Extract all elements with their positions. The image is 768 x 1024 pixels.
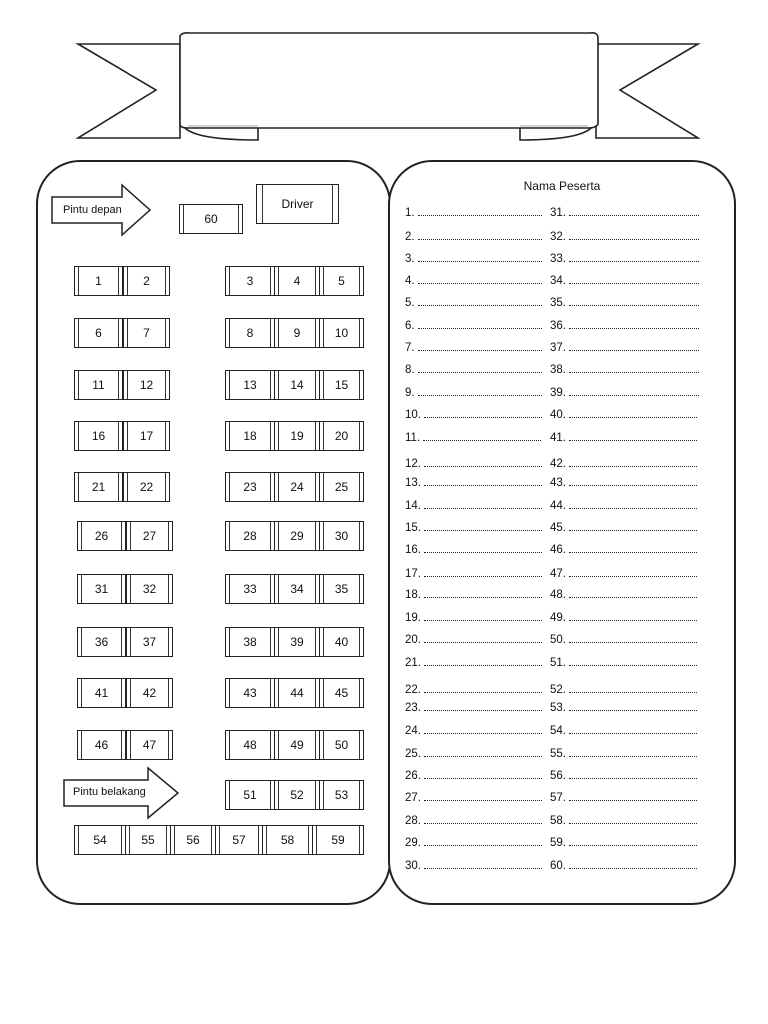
participant-name-blank[interactable] [418,341,542,351]
participant-entry-51[interactable] [550,656,697,669]
participant-entry-19[interactable] [405,611,542,624]
seat-13: 13 [225,370,275,400]
participant-number: 47. [550,568,566,580]
participant-entry-16[interactable] [405,543,542,556]
participant-name-blank[interactable] [569,363,699,373]
seat-32: 32 [126,574,173,604]
participant-name-blank[interactable] [424,588,542,598]
participant-number: 36. [550,320,566,332]
participant-number: 4. [405,275,415,287]
participant-number: 46. [550,544,566,556]
participant-number: 7. [405,342,415,354]
participant-entry-25[interactable] [405,747,542,760]
seat-9: 9 [274,318,320,348]
participant-number: 44. [550,500,566,512]
participant-entry-30[interactable] [405,859,542,872]
participant-entry-53[interactable] [550,701,697,714]
participant-name-blank[interactable] [569,724,697,734]
participant-name-blank[interactable] [424,499,542,509]
participant-number: 31. [550,207,566,219]
participant-entry-39[interactable] [550,386,699,399]
participant-number: 39. [550,387,566,399]
seat-51: 51 [225,780,275,810]
seat-47: 47 [126,730,173,760]
participant-entry-27[interactable] [405,791,542,804]
seat-18: 18 [225,421,275,451]
participant-name-blank[interactable] [569,521,697,531]
participant-name-blank[interactable] [424,567,542,577]
participant-number: 33. [550,253,566,265]
seat-54: 54 [74,825,126,855]
seat-31: 31 [77,574,126,604]
participant-number: 17. [405,568,421,580]
participant-name-blank[interactable] [569,611,697,621]
participant-name-blank[interactable] [569,747,697,757]
participant-name-blank[interactable] [418,274,542,284]
participant-name-blank[interactable] [424,747,542,757]
seat-56: 56 [170,825,216,855]
participant-name-blank[interactable] [569,386,699,396]
participant-number: 9. [405,387,415,399]
participant-number: 48. [550,589,566,601]
participant-name-blank[interactable] [424,836,542,846]
seat-26: 26 [77,521,126,551]
participant-number: 26. [405,770,421,782]
participant-entry-11[interactable] [405,431,541,444]
seat-5: 5 [319,266,364,296]
participant-number: 40. [550,409,566,421]
participant-name-blank[interactable] [569,791,697,801]
participant-name-blank[interactable] [569,341,699,351]
seat-53: 53 [319,780,364,810]
seat-41: 41 [77,678,126,708]
participant-name-blank[interactable] [569,431,697,441]
participant-number: 49. [550,612,566,624]
participant-number: 57. [550,792,566,804]
participant-number: 60. [550,860,566,872]
participant-number: 52. [550,684,566,696]
seat-22: 22 [123,472,170,502]
participant-entry-24[interactable] [405,724,542,737]
seat-24: 24 [274,472,320,502]
seat-35: 35 [319,574,364,604]
seat-11: 11 [74,370,123,400]
participant-name-blank[interactable] [424,656,542,666]
participant-entry-15[interactable] [405,521,542,534]
seat-30: 30 [319,521,364,551]
title-ribbon-banner [0,0,768,150]
participant-name-blank[interactable] [569,476,697,486]
participant-number: 43. [550,477,566,489]
participant-entry-31[interactable] [550,206,699,219]
participant-entry-49[interactable] [550,611,697,624]
seat-48: 48 [225,730,275,760]
seat-17: 17 [123,421,170,451]
participant-entry-35[interactable] [550,296,699,309]
participant-entry-14[interactable] [405,499,542,512]
participant-entry-13[interactable] [405,476,542,489]
participant-entry-6[interactable] [405,319,542,332]
participant-name-blank[interactable] [569,567,697,577]
driver-seat [256,184,339,224]
participant-number: 14. [405,500,421,512]
seat-29: 29 [274,521,320,551]
seat-55: 55 [125,825,171,855]
participant-number: 13. [405,477,421,489]
participant-number: 51. [550,657,566,669]
participant-number: 38. [550,364,566,376]
participant-entry-48[interactable] [550,588,697,601]
participant-number: 22. [405,684,421,696]
participant-entry-1[interactable] [405,206,542,219]
participant-entry-4[interactable] [405,274,542,287]
participant-number: 37. [550,342,566,354]
participant-name-blank[interactable] [418,206,542,216]
participant-number: 8. [405,364,415,376]
participant-entry-20[interactable] [405,633,542,646]
participant-entry-9[interactable] [405,386,542,399]
participant-entry-52[interactable] [550,683,697,696]
participant-name-blank[interactable] [424,701,542,711]
participant-entry-50[interactable] [550,633,697,646]
participant-number: 55. [550,748,566,760]
participant-entry-34[interactable] [550,274,699,287]
participant-name-blank[interactable] [423,431,541,441]
participant-name-blank[interactable] [424,769,542,779]
participant-entry-17[interactable] [405,567,542,580]
seat-43: 43 [225,678,275,708]
participant-entry-21[interactable] [405,656,542,669]
participant-number: 18. [405,589,421,601]
seat-1: 1 [74,266,123,296]
participant-name-blank[interactable] [424,791,542,801]
participant-entry-32[interactable] [550,230,699,243]
participant-number: 42. [550,458,566,470]
ribbon-left-tail [78,44,180,138]
participant-entry-7[interactable] [405,341,542,354]
participant-name-blank[interactable] [569,769,697,779]
seat-34: 34 [274,574,320,604]
participant-name-blank[interactable] [569,701,697,711]
participant-entry-47[interactable] [550,567,697,580]
participant-name-blank[interactable] [569,408,697,418]
ribbon-main-band [180,33,598,128]
participant-name-blank[interactable] [424,476,542,486]
participant-name-blank[interactable] [569,206,699,216]
seat-4: 4 [274,266,320,296]
participant-entry-41[interactable] [550,431,697,444]
participant-number: 45. [550,522,566,534]
participant-number: 35. [550,297,566,309]
participant-number: 5. [405,297,415,309]
seat-23: 23 [225,472,275,502]
seat-40: 40 [319,627,364,657]
participant-entry-37[interactable] [550,341,699,354]
seat-16: 16 [74,421,123,451]
participant-name-blank[interactable] [424,724,542,734]
seat-52: 52 [274,780,320,810]
participant-entry-38[interactable] [550,363,699,376]
participant-name-blank[interactable] [569,296,699,306]
participant-entry-54[interactable] [550,724,697,737]
seat-10: 10 [319,318,364,348]
participant-entry-10[interactable] [405,408,542,421]
rear-door-label: Pintu belakang [73,786,146,798]
participant-name-blank[interactable] [569,814,697,824]
seat-37: 37 [126,627,173,657]
seat-21: 21 [74,472,123,502]
participant-entry-2[interactable] [405,230,542,243]
driver-label: Driver [281,197,314,211]
participant-entry-60[interactable] [550,859,697,872]
seat-6: 6 [74,318,123,348]
participant-number: 50. [550,634,566,646]
participant-name-blank[interactable] [418,252,542,262]
participant-name-blank[interactable] [569,543,697,553]
participant-entry-29[interactable] [405,836,542,849]
participant-number: 20. [405,634,421,646]
participant-number: 15. [405,522,421,534]
participant-entry-18[interactable] [405,588,542,601]
seat-2: 2 [123,266,170,296]
participant-entry-40[interactable] [550,408,697,421]
seat-25: 25 [319,472,364,502]
participant-entry-55[interactable] [550,747,697,760]
seat-59: 59 [312,825,364,855]
participant-entry-5[interactable] [405,296,542,309]
participant-entry-12[interactable] [405,457,542,470]
participant-number: 1. [405,207,415,219]
participant-name-blank[interactable] [569,319,699,329]
participant-number: 56. [550,770,566,782]
participant-entry-36[interactable] [550,319,699,332]
participant-entry-3[interactable] [405,252,542,265]
participant-name-blank[interactable] [569,836,697,846]
participant-entry-42[interactable] [550,457,697,470]
participant-entry-56[interactable] [550,769,697,782]
participant-number: 54. [550,725,566,737]
participant-entry-22[interactable] [405,683,542,696]
participant-name-blank[interactable] [569,499,697,509]
participant-name-blank[interactable] [424,611,542,621]
participant-name-blank[interactable] [569,859,697,869]
participant-number: 25. [405,748,421,760]
seat-60: 60 [179,204,243,234]
participant-name-blank[interactable] [418,363,542,373]
seat-3: 3 [225,266,275,296]
participant-name-blank[interactable] [418,296,542,306]
participant-number: 23. [405,702,421,714]
participant-number: 10. [405,409,421,421]
participant-number: 30. [405,860,421,872]
participant-entry-45[interactable] [550,521,697,534]
front-door-label: Pintu depan [63,204,122,216]
participant-number: 24. [405,725,421,737]
participant-number: 21. [405,657,421,669]
participant-name-blank[interactable] [569,252,699,262]
ribbon-right-tail [596,44,698,138]
participant-number: 19. [405,612,421,624]
participant-entry-46[interactable] [550,543,697,556]
seat-46: 46 [77,730,126,760]
seat-14: 14 [274,370,320,400]
participant-name-blank[interactable] [418,230,542,240]
participant-number: 6. [405,320,415,332]
participant-entry-8[interactable] [405,363,542,376]
seat-15: 15 [319,370,364,400]
seat-57: 57 [215,825,263,855]
participant-name-blank[interactable] [569,274,699,284]
seat-38: 38 [225,627,275,657]
participant-name-blank[interactable] [418,386,542,396]
participant-name-blank[interactable] [424,633,542,643]
participant-entry-44[interactable] [550,499,697,512]
participant-number: 11. [405,432,421,444]
seat-20: 20 [319,421,364,451]
seat-39: 39 [274,627,320,657]
participant-name-blank[interactable] [418,319,542,329]
seat-58: 58 [262,825,313,855]
participant-number: 29. [405,837,421,849]
participant-number: 12. [405,458,421,470]
participant-number: 2. [405,231,415,243]
seat-27: 27 [126,521,173,551]
seat-45: 45 [319,678,364,708]
participant-entry-33[interactable] [550,252,699,265]
participant-name-blank[interactable] [424,859,542,869]
participant-name-blank[interactable] [569,230,699,240]
participant-entry-43[interactable] [550,476,697,489]
participant-name-blank[interactable] [569,656,697,666]
participant-name-blank[interactable] [569,633,697,643]
participant-number: 3. [405,253,415,265]
participant-number: 32. [550,231,566,243]
participant-name-blank[interactable] [424,408,542,418]
seat-44: 44 [274,678,320,708]
participant-number: 27. [405,792,421,804]
participant-number: 41. [550,432,566,444]
seat-42: 42 [126,678,173,708]
participant-number: 59. [550,837,566,849]
participant-entry-23[interactable] [405,701,542,714]
participant-entry-57[interactable] [550,791,697,804]
participant-name-blank[interactable] [569,683,697,693]
participant-entry-26[interactable] [405,769,542,782]
participant-name-blank[interactable] [424,521,542,531]
seat-12: 12 [123,370,170,400]
participant-name-blank[interactable] [424,543,542,553]
participant-number: 28. [405,815,421,827]
participant-name-blank[interactable] [424,814,542,824]
seat-36: 36 [77,627,126,657]
participant-name-blank[interactable] [424,457,542,467]
participant-list-title: Nama Peserta [523,179,601,193]
participant-number: 16. [405,544,421,556]
seat-28: 28 [225,521,275,551]
participant-number: 53. [550,702,566,714]
participant-name-blank[interactable] [569,588,697,598]
participant-entry-28[interactable] [405,814,542,827]
participant-entry-58[interactable] [550,814,697,827]
seat-50: 50 [319,730,364,760]
participant-entry-59[interactable] [550,836,697,849]
seat-19: 19 [274,421,320,451]
seat-8: 8 [225,318,275,348]
participant-name-blank[interactable] [569,457,697,467]
seat-7: 7 [123,318,170,348]
seat-33: 33 [225,574,275,604]
participant-number: 34. [550,275,566,287]
participant-name-blank[interactable] [424,683,542,693]
participant-number: 58. [550,815,566,827]
seat-49: 49 [274,730,320,760]
